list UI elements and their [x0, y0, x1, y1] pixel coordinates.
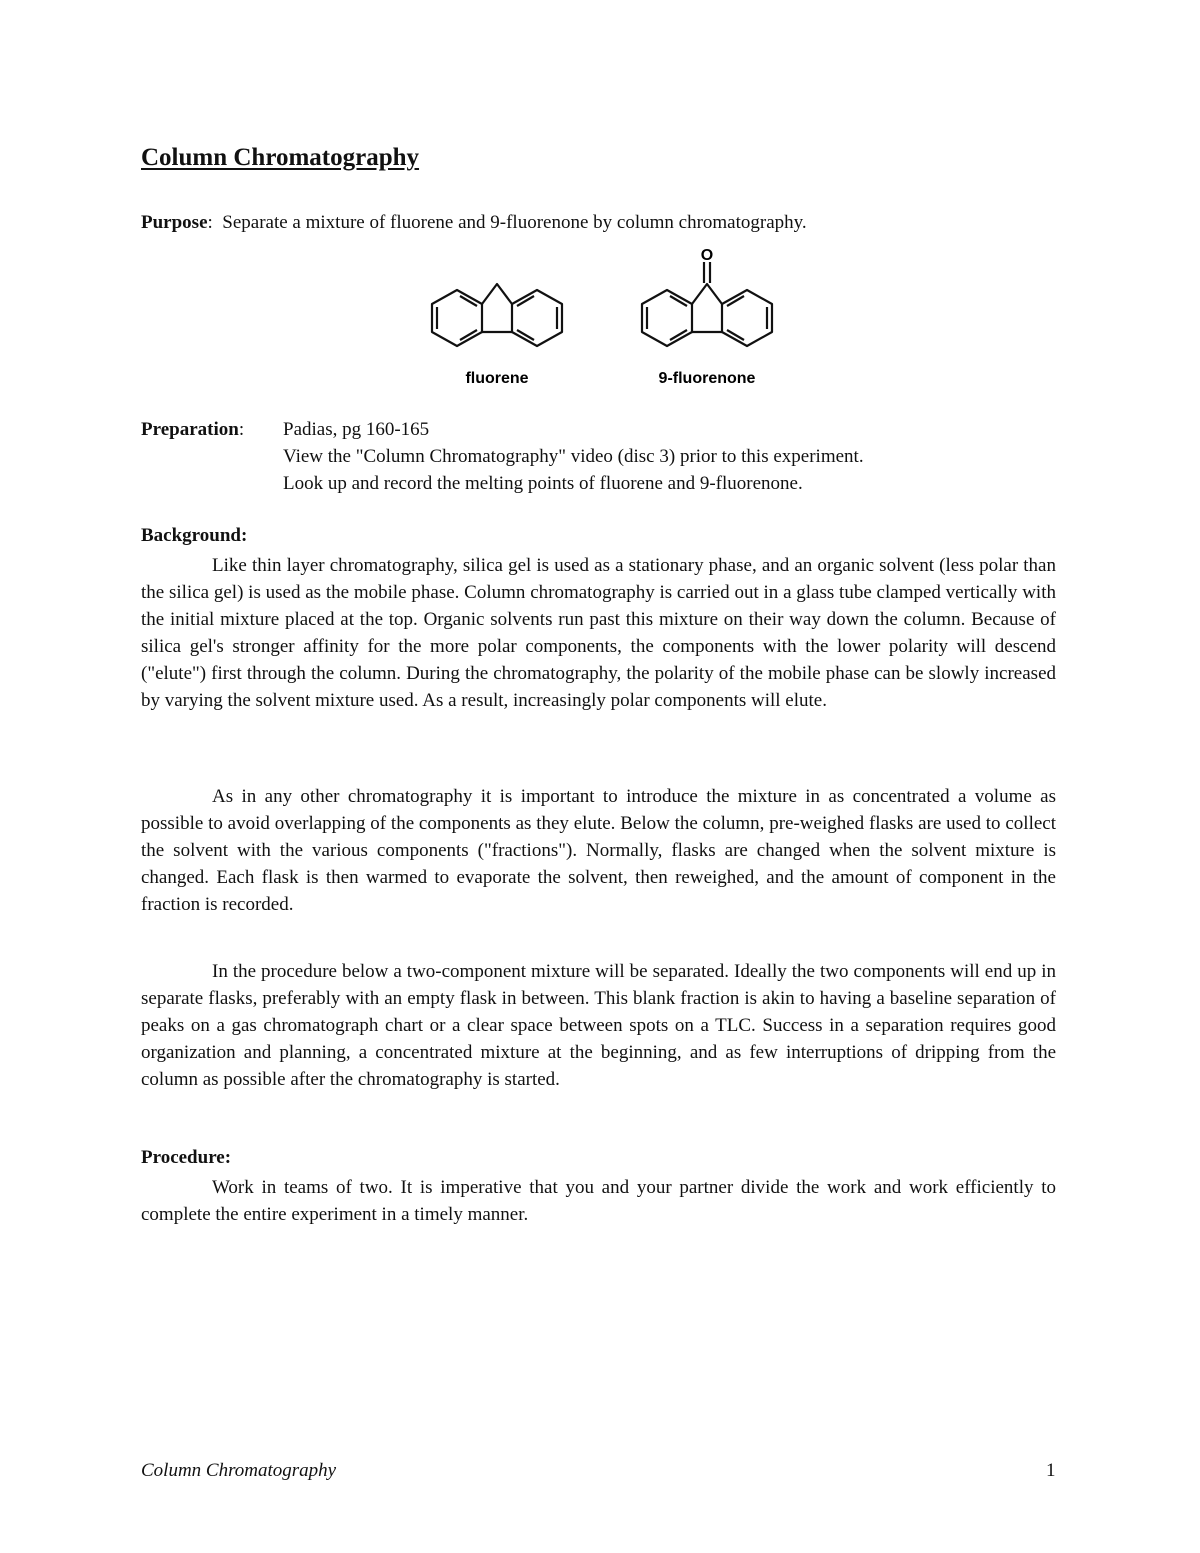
- preparation-colon: :: [238, 419, 245, 440]
- molecule-structures-figure: [415, 246, 795, 396]
- oxygen-atom-label: O: [700, 247, 714, 264]
- preparation-line-1: [141, 417, 244, 443]
- purpose-colon: :: [207, 212, 213, 233]
- preparation-label: Preparation: [141, 419, 239, 440]
- page-number: 1: [1046, 1460, 1056, 1481]
- purpose-label: Purpose: [141, 212, 208, 233]
- procedure-heading: Procedure:: [141, 1147, 232, 1168]
- background-paragraph-1: Like thin layer chromatography, silica gel is used as a stationary phase, and an organic solvent (less polar than the silica gel) is used as the mobile phase. Column chromatography is carried out in a glass tube clamped vertically with the initial mixture placed at the top. Organic solvents run past this mixture on their way down the column. Because of silica gel's stronger affinity for the more polar components, the components with the lower polarity will descend ("elute") first through the column. During the chromatography, the polarity of the mobile phase can be slowly increased by varying the solvent mixture used. As a result, increasingly polar components will elute.: [141, 555, 1056, 711]
- preparation-item: View the "Column Chromatography" video (disc 3) prior to this experiment.: [283, 446, 864, 467]
- fluorene-label: fluorene: [465, 370, 529, 387]
- purpose-text: Separate a mixture of fluorene and 9-fluorenone by column chromatography.: [222, 212, 807, 233]
- background-paragraph-3: In the procedure below a two-component mixture will be separated. Ideally the two components will end up in separate flasks, preferably with an empty flask in between. This blank fraction is akin to having a baseline separation of peaks on a gas chromatograph chart or a clear space between spots on a TLC. Success in a separation requires good organization and planning, a concentrated mixture at the beginning, and as few interruptions of dripping from the column as possible after the chromatography is started.: [141, 961, 1056, 1090]
- preparation-item: Look up and record the melting points of fluorene and 9-fluorenone.: [283, 473, 803, 494]
- fluorene-structure: [432, 284, 562, 346]
- footer-title: Column Chromatography: [141, 1460, 337, 1481]
- fluorenone-label: 9-fluorenone: [658, 370, 756, 387]
- background-paragraph-2: As in any other chromatography it is important to introduce the mixture in as concentrated a volume as possible to avoid overlapping of the components as they elute. Below the column, pre-weighed flasks are used to collect the solvent with the various components ("fractions"). Normally, flasks are changed when the solvent mixture is changed. Each flask is then warmed to evaporate the solvent, then reweighed, and the amount of component in the fraction is recorded.: [141, 786, 1056, 915]
- page-title: Column Chromatography: [141, 144, 420, 171]
- procedure-paragraph: Work in teams of two. It is imperative that you and your partner divide the work and work efficiently to complete the entire experiment in a timely manner.: [141, 1177, 1056, 1225]
- preparation-item: Padias, pg 160-165: [283, 419, 430, 440]
- fluorenone-structure: [642, 262, 772, 346]
- purpose-line: [141, 210, 807, 236]
- background-heading: Background:: [141, 525, 248, 546]
